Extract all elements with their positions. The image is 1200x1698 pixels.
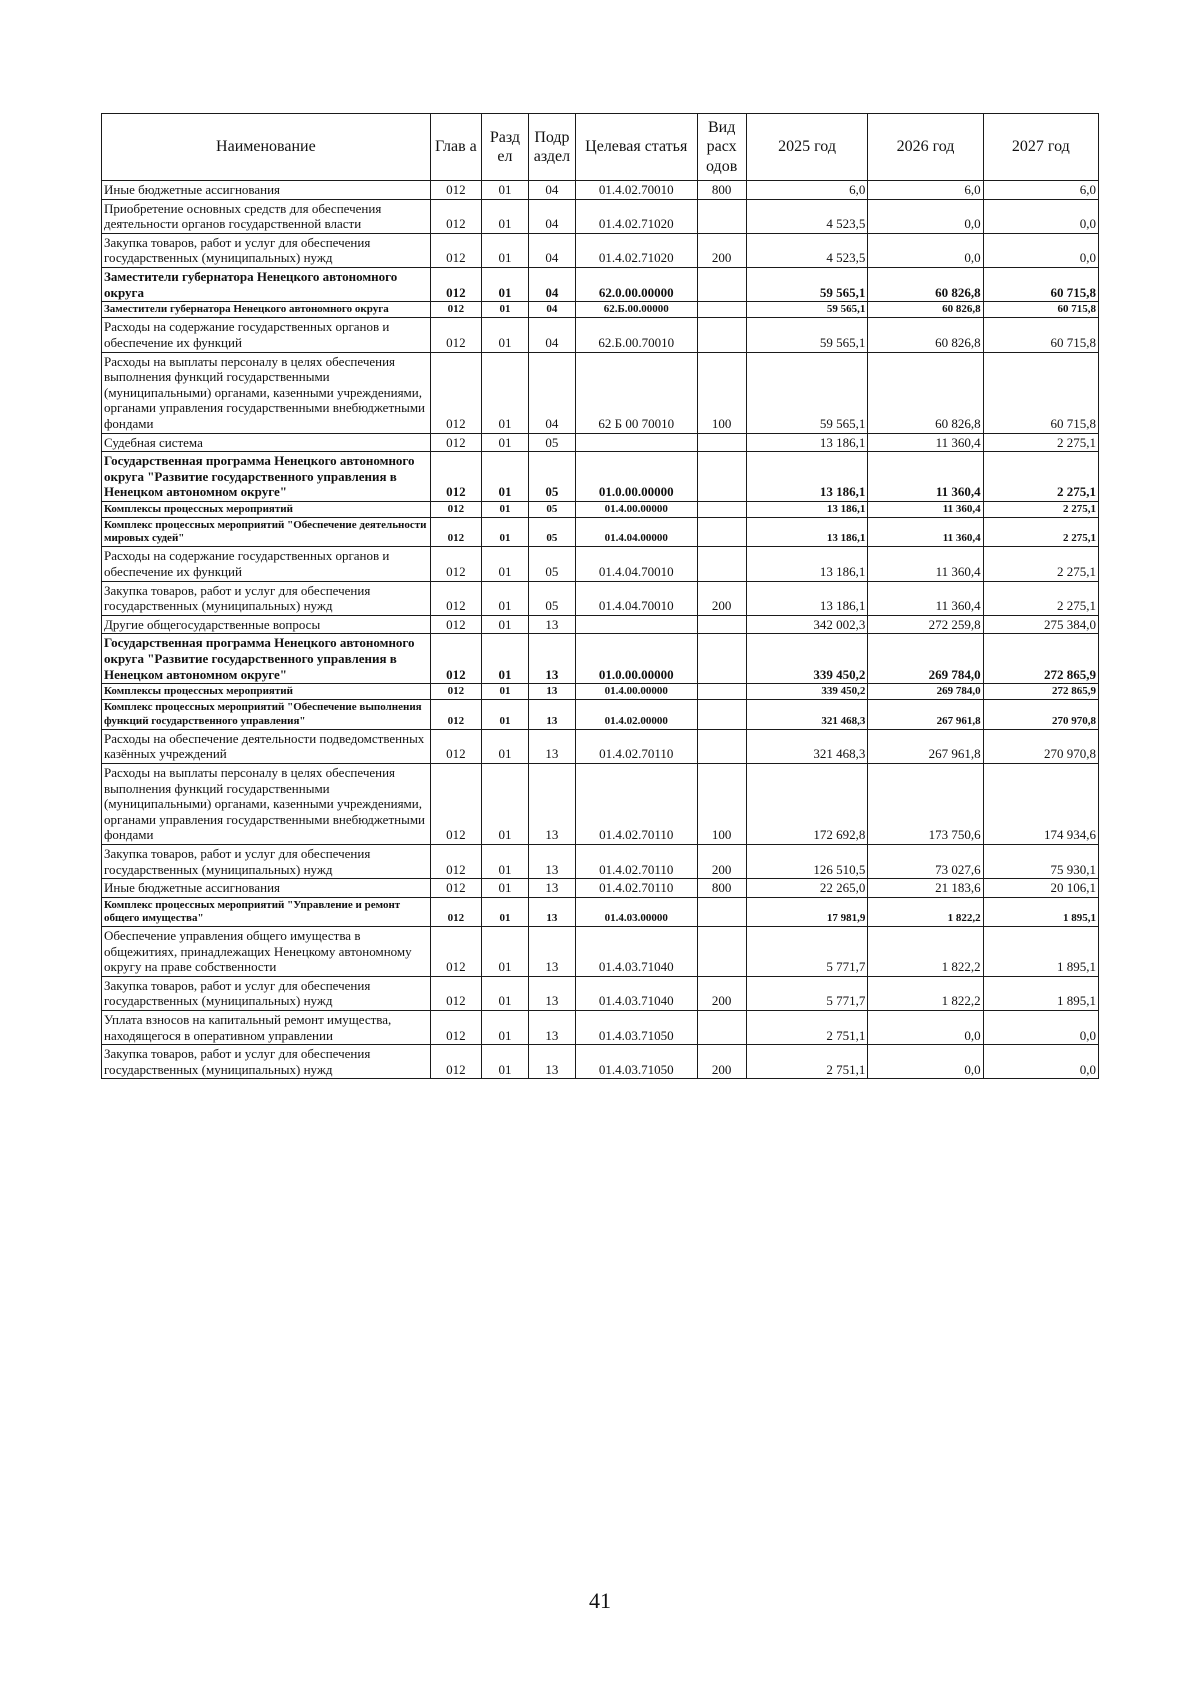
cell-2026: 269 784,0 — [868, 634, 983, 684]
cell-name: Закупка товаров, работ и услуг для обеспечения государственных (муниципальных) нужд — [102, 581, 431, 615]
cell-name: Уплата взносов на капитальный ремонт имущества, находящегося в оперативном управлении — [102, 1011, 431, 1045]
cell-2027: 1 895,1 — [983, 927, 1098, 977]
cell-razdel: 01 — [482, 634, 529, 684]
cell-vid — [697, 615, 746, 634]
cell-glava: 012 — [430, 233, 481, 267]
cell-celevaya: 62.Б.00.70010 — [575, 318, 697, 352]
header-row — [102, 114, 1099, 181]
cell-2025: 321 468,3 — [746, 729, 868, 763]
cell-2025: 4 523,5 — [746, 199, 868, 233]
cell-2025: 22 265,0 — [746, 879, 868, 898]
cell-2027: 2 275,1 — [983, 518, 1098, 547]
cell-name: Приобретение основных средств для обеспечения деятельности органов государственной власти — [102, 199, 431, 233]
cell-2027: 272 865,9 — [983, 634, 1098, 684]
cell-razdel: 01 — [482, 518, 529, 547]
cell-podrazdel: 13 — [528, 684, 575, 700]
header-2026: 2026 год — [868, 114, 983, 181]
cell-name: Иные бюджетные ассигнования — [102, 181, 431, 200]
cell-vid: 200 — [697, 581, 746, 615]
table-row — [102, 684, 1099, 700]
cell-glava: 012 — [430, 547, 481, 581]
cell-2027: 2 275,1 — [983, 547, 1098, 581]
table-row — [102, 267, 1099, 301]
cell-2026: 0,0 — [868, 233, 983, 267]
cell-name: Закупка товаров, работ и услуг для обеспечения государственных (муниципальных) нужд — [102, 976, 431, 1010]
cell-2026: 11 360,4 — [868, 452, 983, 502]
cell-name: Судебная система — [102, 433, 431, 452]
cell-razdel: 01 — [482, 700, 529, 729]
cell-vid — [697, 684, 746, 700]
cell-glava: 012 — [430, 181, 481, 200]
cell-2026: 0,0 — [868, 199, 983, 233]
cell-2027: 0,0 — [983, 1011, 1098, 1045]
table-row — [102, 518, 1099, 547]
cell-2026: 0,0 — [868, 1011, 983, 1045]
cell-podrazdel: 13 — [528, 634, 575, 684]
cell-glava: 012 — [430, 879, 481, 898]
cell-celevaya: 01.4.03.71040 — [575, 976, 697, 1010]
cell-name: Государственная программа Ненецкого автономного округа "Развитие государственного управления в Ненецком автономном округе" — [102, 452, 431, 502]
cell-2027: 0,0 — [983, 233, 1098, 267]
cell-razdel: 01 — [482, 267, 529, 301]
cell-name: Расходы на содержание государственных органов и обеспечение их функций — [102, 547, 431, 581]
cell-2026: 272 259,8 — [868, 615, 983, 634]
header-podrazdel: Подр аздел — [528, 114, 575, 181]
budget-table — [101, 113, 1099, 1079]
cell-2027: 2 275,1 — [983, 581, 1098, 615]
cell-2025: 172 692,8 — [746, 763, 868, 844]
cell-glava: 012 — [430, 433, 481, 452]
cell-glava: 012 — [430, 976, 481, 1010]
cell-razdel: 01 — [482, 452, 529, 502]
cell-name: Расходы на обеспечение деятельности подведомственных казённых учреждений — [102, 729, 431, 763]
cell-2026: 60 826,8 — [868, 302, 983, 318]
cell-celevaya: 01.4.02.71020 — [575, 199, 697, 233]
cell-razdel: 01 — [482, 615, 529, 634]
cell-glava: 012 — [430, 763, 481, 844]
cell-razdel: 01 — [482, 1045, 529, 1079]
table-row — [102, 181, 1099, 200]
cell-2026: 267 961,8 — [868, 729, 983, 763]
cell-2025: 5 771,7 — [746, 976, 868, 1010]
cell-vid — [697, 452, 746, 502]
cell-name: Закупка товаров, работ и услуг для обеспечения государственных (муниципальных) нужд — [102, 844, 431, 878]
header-razdel: Разд ел — [482, 114, 529, 181]
cell-name: Расходы на выплаты персоналу в целях обеспечения выполнения функций государственными (муниципальными) органами, казенными учреждениями, органами управления государственными внебюджетными фондами — [102, 352, 431, 433]
cell-celevaya: 01.0.00.00000 — [575, 452, 697, 502]
table-body — [102, 181, 1099, 1079]
cell-podrazdel: 13 — [528, 763, 575, 844]
cell-2027: 75 930,1 — [983, 844, 1098, 878]
cell-2025: 13 186,1 — [746, 518, 868, 547]
table-row — [102, 729, 1099, 763]
cell-2026: 269 784,0 — [868, 684, 983, 700]
cell-2025: 59 565,1 — [746, 318, 868, 352]
cell-vid: 200 — [697, 844, 746, 878]
cell-vid — [697, 547, 746, 581]
cell-glava: 012 — [430, 1011, 481, 1045]
cell-podrazdel: 04 — [528, 181, 575, 200]
cell-name: Комплекс процессных мероприятий "Обеспечение выполнения функций государственного управления" — [102, 700, 431, 729]
cell-vid: 100 — [697, 763, 746, 844]
cell-2027: 270 970,8 — [983, 729, 1098, 763]
cell-razdel: 01 — [482, 302, 529, 318]
header-glava: Глав а — [430, 114, 481, 181]
cell-celevaya: 62 Б 00 70010 — [575, 352, 697, 433]
cell-2026: 60 826,8 — [868, 267, 983, 301]
cell-2025: 339 450,2 — [746, 684, 868, 700]
cell-vid — [697, 927, 746, 977]
table-row — [102, 700, 1099, 729]
cell-glava: 012 — [430, 684, 481, 700]
cell-2027: 60 715,8 — [983, 352, 1098, 433]
cell-celevaya: 01.4.03.71050 — [575, 1011, 697, 1045]
cell-2026: 60 826,8 — [868, 352, 983, 433]
cell-celevaya: 01.4.04.70010 — [575, 581, 697, 615]
cell-razdel: 01 — [482, 199, 529, 233]
table-row — [102, 547, 1099, 581]
cell-podrazdel: 05 — [528, 547, 575, 581]
cell-2025: 5 771,7 — [746, 927, 868, 977]
table-row — [102, 433, 1099, 452]
cell-2026: 173 750,6 — [868, 763, 983, 844]
cell-glava: 012 — [430, 199, 481, 233]
cell-2027: 60 715,8 — [983, 318, 1098, 352]
cell-name: Расходы на выплаты персоналу в целях обеспечения выполнения функций государственными (муниципальными) органами, казенными учреждениями, органами управления государственными внебюджетными фондами — [102, 763, 431, 844]
cell-podrazdel: 13 — [528, 844, 575, 878]
cell-podrazdel: 13 — [528, 879, 575, 898]
cell-celevaya: 01.4.02.70110 — [575, 729, 697, 763]
header-name: Наименование — [102, 114, 431, 181]
cell-glava: 012 — [430, 518, 481, 547]
cell-podrazdel: 04 — [528, 318, 575, 352]
cell-2026: 11 360,4 — [868, 433, 983, 452]
cell-razdel: 01 — [482, 581, 529, 615]
cell-2026: 1 822,2 — [868, 976, 983, 1010]
cell-razdel: 01 — [482, 976, 529, 1010]
cell-2027: 6,0 — [983, 181, 1098, 200]
cell-vid — [697, 1011, 746, 1045]
cell-podrazdel: 13 — [528, 700, 575, 729]
cell-2027: 2 275,1 — [983, 433, 1098, 452]
cell-razdel: 01 — [482, 547, 529, 581]
cell-podrazdel: 13 — [528, 976, 575, 1010]
cell-2025: 13 186,1 — [746, 581, 868, 615]
table-row — [102, 1011, 1099, 1045]
cell-2027: 1 895,1 — [983, 897, 1098, 926]
cell-2026: 60 826,8 — [868, 318, 983, 352]
cell-podrazdel: 05 — [528, 501, 575, 517]
cell-2026: 11 360,4 — [868, 518, 983, 547]
cell-glava: 012 — [430, 318, 481, 352]
cell-celevaya: 01.4.03.71050 — [575, 1045, 697, 1079]
cell-razdel: 01 — [482, 318, 529, 352]
cell-celevaya — [575, 433, 697, 452]
cell-podrazdel: 05 — [528, 433, 575, 452]
cell-razdel: 01 — [482, 897, 529, 926]
cell-vid: 800 — [697, 181, 746, 200]
cell-2027: 1 895,1 — [983, 976, 1098, 1010]
cell-celevaya: 01.4.00.00000 — [575, 501, 697, 517]
cell-glava: 012 — [430, 352, 481, 433]
cell-2025: 13 186,1 — [746, 501, 868, 517]
cell-vid — [697, 318, 746, 352]
cell-glava: 012 — [430, 634, 481, 684]
cell-vid — [697, 518, 746, 547]
cell-glava: 012 — [430, 1045, 481, 1079]
cell-name: Обеспечение управления общего имущества в общежитиях, принадлежащих Ненецкому автономному округу на праве собственности — [102, 927, 431, 977]
cell-celevaya: 01.4.03.00000 — [575, 897, 697, 926]
header-celevaya: Целевая статья — [575, 114, 697, 181]
cell-celevaya: 62.0.00.00000 — [575, 267, 697, 301]
cell-2026: 1 822,2 — [868, 927, 983, 977]
cell-vid: 800 — [697, 879, 746, 898]
page-number: 41 — [589, 1588, 611, 1613]
cell-razdel: 01 — [482, 433, 529, 452]
cell-celevaya: 01.4.02.00000 — [575, 700, 697, 729]
table-row — [102, 452, 1099, 502]
cell-2025: 321 468,3 — [746, 700, 868, 729]
cell-podrazdel: 13 — [528, 927, 575, 977]
table-row — [102, 763, 1099, 844]
table-row — [102, 927, 1099, 977]
cell-2026: 73 027,6 — [868, 844, 983, 878]
cell-2025: 2 751,1 — [746, 1045, 868, 1079]
cell-razdel: 01 — [482, 729, 529, 763]
cell-2025: 2 751,1 — [746, 1011, 868, 1045]
table-row — [102, 501, 1099, 517]
cell-celevaya: 01.4.02.70110 — [575, 879, 697, 898]
cell-podrazdel: 04 — [528, 267, 575, 301]
cell-2027: 275 384,0 — [983, 615, 1098, 634]
table-row — [102, 976, 1099, 1010]
cell-2026: 0,0 — [868, 1045, 983, 1079]
cell-podrazdel: 13 — [528, 1045, 575, 1079]
header-2025: 2025 год — [746, 114, 868, 181]
cell-glava: 012 — [430, 302, 481, 318]
table-row — [102, 879, 1099, 898]
cell-celevaya: 01.4.00.00000 — [575, 684, 697, 700]
cell-razdel: 01 — [482, 879, 529, 898]
cell-vid — [697, 267, 746, 301]
table-row — [102, 897, 1099, 926]
cell-name: Иные бюджетные ассигнования — [102, 879, 431, 898]
cell-glava: 012 — [430, 452, 481, 502]
cell-podrazdel: 04 — [528, 199, 575, 233]
cell-celevaya: 01.4.04.00000 — [575, 518, 697, 547]
header-2027: 2027 год — [983, 114, 1098, 181]
cell-glava: 012 — [430, 844, 481, 878]
cell-2025: 4 523,5 — [746, 233, 868, 267]
cell-2027: 174 934,6 — [983, 763, 1098, 844]
header-vid: Вид расх одов — [697, 114, 746, 181]
cell-2025: 342 002,3 — [746, 615, 868, 634]
cell-celevaya: 01.4.04.70010 — [575, 547, 697, 581]
cell-podrazdel: 13 — [528, 615, 575, 634]
cell-podrazdel: 13 — [528, 729, 575, 763]
table-row — [102, 318, 1099, 352]
cell-2027: 2 275,1 — [983, 452, 1098, 502]
cell-glava: 012 — [430, 267, 481, 301]
cell-2025: 339 450,2 — [746, 634, 868, 684]
cell-razdel: 01 — [482, 233, 529, 267]
cell-vid — [697, 700, 746, 729]
cell-celevaya: 62.Б.00.00000 — [575, 302, 697, 318]
cell-vid — [697, 433, 746, 452]
cell-name: Заместители губернатора Ненецкого автономного округа — [102, 267, 431, 301]
cell-2025: 59 565,1 — [746, 352, 868, 433]
cell-2025: 59 565,1 — [746, 302, 868, 318]
cell-razdel: 01 — [482, 1011, 529, 1045]
cell-podrazdel: 05 — [528, 452, 575, 502]
table-row — [102, 233, 1099, 267]
cell-2026: 6,0 — [868, 181, 983, 200]
cell-name: Заместители губернатора Ненецкого автономного округа — [102, 302, 431, 318]
cell-name: Комплекс процессных мероприятий "Управление и ремонт общего имущества" — [102, 897, 431, 926]
cell-celevaya: 01.4.02.71020 — [575, 233, 697, 267]
cell-2026: 11 360,4 — [868, 501, 983, 517]
table-row — [102, 352, 1099, 433]
cell-name: Комплекс процессных мероприятий "Обеспечение деятельности мировых судей" — [102, 518, 431, 547]
cell-celevaya: 01.4.03.71040 — [575, 927, 697, 977]
table-row — [102, 634, 1099, 684]
cell-name: Другие общегосударственные вопросы — [102, 615, 431, 634]
cell-celevaya — [575, 615, 697, 634]
cell-2026: 11 360,4 — [868, 547, 983, 581]
cell-vid: 100 — [697, 352, 746, 433]
table-row — [102, 199, 1099, 233]
table-row — [102, 581, 1099, 615]
cell-celevaya: 01.4.02.70110 — [575, 844, 697, 878]
cell-vid: 200 — [697, 233, 746, 267]
cell-2027: 0,0 — [983, 199, 1098, 233]
cell-glava: 012 — [430, 927, 481, 977]
cell-vid — [697, 897, 746, 926]
cell-2025: 6,0 — [746, 181, 868, 200]
cell-podrazdel: 04 — [528, 352, 575, 433]
cell-name: Закупка товаров, работ и услуг для обеспечения государственных (муниципальных) нужд — [102, 1045, 431, 1079]
cell-razdel: 01 — [482, 763, 529, 844]
cell-podrazdel: 05 — [528, 518, 575, 547]
cell-podrazdel: 13 — [528, 1011, 575, 1045]
cell-2026: 21 183,6 — [868, 879, 983, 898]
cell-2026: 11 360,4 — [868, 581, 983, 615]
cell-2025: 59 565,1 — [746, 267, 868, 301]
table-row — [102, 844, 1099, 878]
cell-2027: 2 275,1 — [983, 501, 1098, 517]
cell-2025: 13 186,1 — [746, 433, 868, 452]
cell-podrazdel: 05 — [528, 581, 575, 615]
cell-vid — [697, 501, 746, 517]
cell-2027: 270 970,8 — [983, 700, 1098, 729]
cell-celevaya: 01.0.00.00000 — [575, 634, 697, 684]
cell-vid — [697, 199, 746, 233]
cell-podrazdel: 04 — [528, 233, 575, 267]
cell-vid — [697, 729, 746, 763]
cell-vid: 200 — [697, 1045, 746, 1079]
cell-2027: 20 106,1 — [983, 879, 1098, 898]
cell-2027: 60 715,8 — [983, 267, 1098, 301]
cell-vid — [697, 634, 746, 684]
cell-glava: 012 — [430, 581, 481, 615]
cell-2025: 13 186,1 — [746, 547, 868, 581]
cell-celevaya: 01.4.02.70110 — [575, 763, 697, 844]
cell-razdel: 01 — [482, 844, 529, 878]
cell-celevaya: 01.4.02.70010 — [575, 181, 697, 200]
cell-name: Закупка товаров, работ и услуг для обеспечения государственных (муниципальных) нужд — [102, 233, 431, 267]
cell-podrazdel: 13 — [528, 897, 575, 926]
cell-vid: 200 — [697, 976, 746, 1010]
cell-razdel: 01 — [482, 684, 529, 700]
cell-name: Расходы на содержание государственных органов и обеспечение их функций — [102, 318, 431, 352]
table-row — [102, 615, 1099, 634]
cell-2026: 267 961,8 — [868, 700, 983, 729]
cell-2027: 60 715,8 — [983, 302, 1098, 318]
cell-2027: 0,0 — [983, 1045, 1098, 1079]
cell-glava: 012 — [430, 897, 481, 926]
cell-2025: 17 981,9 — [746, 897, 868, 926]
cell-2025: 13 186,1 — [746, 452, 868, 502]
table-row — [102, 302, 1099, 318]
cell-2027: 272 865,9 — [983, 684, 1098, 700]
cell-name: Комплексы процессных мероприятий — [102, 684, 431, 700]
cell-glava: 012 — [430, 615, 481, 634]
cell-2025: 126 510,5 — [746, 844, 868, 878]
cell-glava: 012 — [430, 700, 481, 729]
cell-razdel: 01 — [482, 927, 529, 977]
table-row — [102, 1045, 1099, 1079]
cell-podrazdel: 04 — [528, 302, 575, 318]
cell-vid — [697, 302, 746, 318]
cell-2026: 1 822,2 — [868, 897, 983, 926]
cell-glava: 012 — [430, 501, 481, 517]
cell-name: Комплексы процессных мероприятий — [102, 501, 431, 517]
cell-name: Государственная программа Ненецкого автономного округа "Развитие государственного управления в Ненецком автономном округе" — [102, 634, 431, 684]
cell-razdel: 01 — [482, 352, 529, 433]
cell-razdel: 01 — [482, 501, 529, 517]
cell-glava: 012 — [430, 729, 481, 763]
cell-razdel: 01 — [482, 181, 529, 200]
